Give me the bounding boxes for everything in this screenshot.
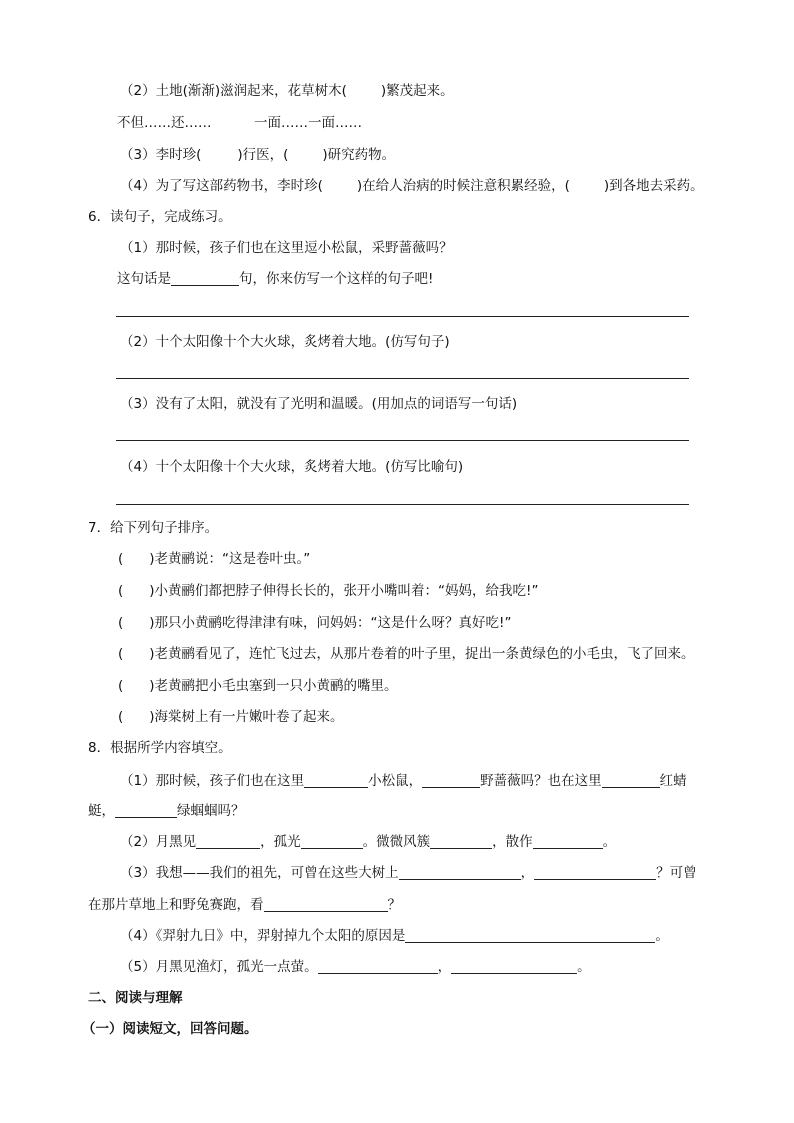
s7-item: ( )老黄鹂把小毛虫塞到一只小黄鹂的嘴里。: [118, 678, 398, 694]
s7-item: ( )海棠树上有一片嫩叶卷了起来。: [118, 709, 344, 725]
s8-title: 8．根据所学内容填空。: [88, 740, 232, 756]
s5-q4: （4）为了写这部药物书，李时珍( )在给人治病的时候注意积累经验，( )到各地去采药。: [120, 178, 704, 194]
s7-item: ( )老黄鹂看见了，连忙飞过去，从那片卷着的叶子里，捉出一条黄绿色的小毛虫，飞了回来。: [118, 646, 695, 662]
s8-q1: （1）那时候，孩子们也在这里 小松鼠， 野蔷薇吗？也在这里 红蜻: [120, 773, 687, 789]
fill-blank[interactable]: [318, 959, 438, 974]
fill-blank[interactable]: [534, 865, 656, 880]
s6-q1: （1）那时候，孩子们也在这里逗小松鼠，采野蔷薇吗？: [120, 240, 453, 256]
s8-q3: （3）我想——我们的祖先，可曾在这些大树上 ， ？可曾: [120, 865, 697, 881]
s7-item: ( )老黄鹂说：“这是卷叶虫。”: [118, 551, 311, 567]
s7-title: 7．给下列句子排序。: [88, 520, 219, 536]
s6-title: 6．读句子，完成练习。: [88, 209, 232, 225]
word-pair-row: [117, 114, 212, 132]
word-pair-1: 不但……还……: [117, 115, 212, 131]
fill-blank[interactable]: [533, 834, 603, 849]
s8-q1-cont: 蜓， 绿蝈蝈吗？: [88, 803, 245, 819]
part2-title: 二、阅读与理解: [88, 990, 183, 1006]
fill-blank[interactable]: [430, 834, 492, 849]
s8-q3-cont: 在那片草地上和野兔赛跑，看 ？: [88, 897, 401, 913]
fill-blank[interactable]: [399, 865, 521, 880]
s6-q3: （3）没有了太阳，就没有了光明和温暖。(用加点的词语写一句话): [120, 396, 518, 412]
s6-q4-answer-line[interactable]: [116, 504, 689, 505]
s6-q1-prompt: 这句话是 句，你来仿写一个这样的句子吧!: [117, 271, 434, 287]
s6-q1-type-blank[interactable]: [171, 271, 239, 286]
s5-q2: （2）土地(渐渐)滋润起来，花草树木( )繁茂起来。: [120, 83, 454, 99]
fill-blank[interactable]: [451, 959, 577, 974]
fill-blank[interactable]: [115, 803, 177, 818]
s8-q2: （2）月黑见 ，孤光 。微微风簇 ，散作 。: [120, 834, 617, 850]
s7-item: ( )那只小黄鹂吃得津津有味，问妈妈：“这是什么呀？真好吃!”: [118, 615, 512, 631]
s6-q3-answer-line[interactable]: [116, 440, 689, 441]
s8-q5: （5）月黑见渔灯，孤光一点萤。 ， 。: [120, 959, 591, 975]
s7-item: ( )小黄鹂们都把脖子伸得长长的，张开小嘴叫着：“妈妈，给我吃!”: [118, 583, 539, 599]
fill-blank[interactable]: [196, 834, 260, 849]
fill-blank[interactable]: [304, 773, 368, 788]
s6-q2: （2）十个太阳像十个大火球，炙烤着大地。(仿写句子): [120, 334, 450, 350]
fill-blank[interactable]: [422, 773, 480, 788]
fill-blank[interactable]: [602, 773, 660, 788]
fill-blank[interactable]: [264, 897, 388, 912]
s8-q4: （4）《羿射九日》中，羿射掉九个太阳的原因是 。: [120, 928, 669, 944]
word-pair-2: 一面……一面……: [254, 115, 362, 131]
part2-subtitle: （一）阅读短文，回答问题。: [82, 1021, 258, 1037]
fill-blank[interactable]: [301, 834, 363, 849]
s6-q2-answer-line[interactable]: [116, 378, 689, 379]
fill-blank[interactable]: [405, 928, 655, 943]
s5-q3: （3）李时珍( )行医，( )研究药物。: [120, 147, 396, 163]
s6-q1-answer-line[interactable]: [116, 316, 689, 317]
s6-q4: （4）十个太阳像十个大火球，炙烤着大地。(仿写比喻句): [120, 459, 464, 475]
